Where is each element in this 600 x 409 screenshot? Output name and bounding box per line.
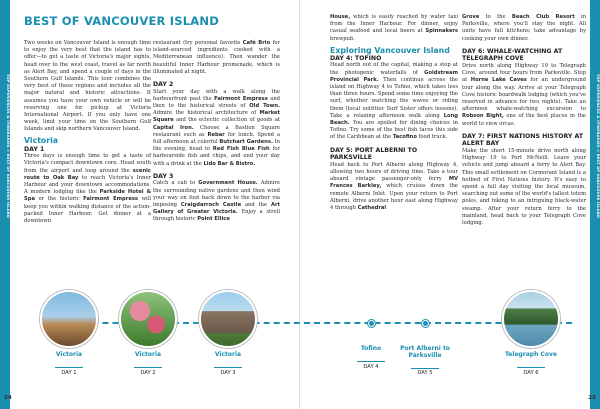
route-dot <box>422 320 429 327</box>
stop-place-label: Port Alberni to Parksville <box>400 345 450 359</box>
left-column-1 <box>24 40 151 226</box>
page-number: 24 <box>4 395 12 401</box>
route-dot <box>368 320 375 327</box>
stop-day-label: DAY 3 <box>214 367 242 376</box>
day-heading: DAY 5: PORT ALBERNI TO PARKSVILLE <box>330 146 418 162</box>
route-stop <box>113 290 183 378</box>
stop-place-label: Victoria <box>214 351 242 358</box>
day-heading: DAY 1 <box>24 145 45 153</box>
day-heading: DAY 2 <box>153 81 174 89</box>
day5-paragraph: Head back to Port Alberni along Highway 4, allowing two hours of driving time. Take a tour aboard vintage passenger-only ferry MV Frances Barkley, which cruises down the remote Alberni Inlet. Upon your return to Port Alberni, drive another hour east along Highway 4 through Cathedral <box>330 161 458 212</box>
day5-continued: Grove to the Beach Club Resort in Parksville, where you'll stay the night. All units have full kitchens; take advantage by cooking your own dinner. <box>462 14 587 42</box>
section-heading-exploring: Exploring Vancouver Island <box>330 45 450 55</box>
stop-day-label: DAY 5 <box>411 368 439 377</box>
stop-place-label: Victoria <box>134 351 162 358</box>
photo-craigdarroch-castle <box>199 290 257 348</box>
route-stop <box>193 290 263 378</box>
left-column-2 <box>153 40 280 225</box>
day-heading: DAY 4: TOFINO <box>330 54 382 62</box>
day1-paragraph: Three days is enough time to get a taste of Victoria's compact downtown core. Head south from the airport and loop around the scenic route to Oak Bay to reach Victoria's Inner Harbour and your downtown accommodations. A modern lodging like the Parkside Hotel & Spa or the historic Fairmont Empress will keep you within walking distance of the action-packed Inner Harbour. Get dinner at a downtown <box>24 153 151 225</box>
page-title: BEST OF VANCOUVER ISLAND <box>24 14 219 28</box>
day6-paragraph: Drive north along Highway 19 to Telegraph Cove, around four hours from Parksville. Stop at Horne Lake Caves for an underground tour along the way. Arrive at your Telegraph Cove historic boardwalk lodging (which you've reserved in advance for two nights). Take an afternoon whale-watching excursion to Robson Bight, one of the best places in the world to view orcas. <box>462 63 587 127</box>
day2-paragraph: Start your day with a walk along the harbourfront past the Fairmont Empress and then to the historical streets of Old Town. Admire the historical architecture of Market Square and the eclectic collection of goods at Capital Iron. Choose a Bastion Square restaurant such as Rebar for lunch. Spend a full afternoon at colorful Butchart Gardens. In the evening, head to Red Fish Blue Fish for harbourside fish and chips, and end your day with a drink at the Lido Bar & Bistro. <box>153 88 281 167</box>
day1-continued: restaurant (try personal favorite Café Brio for island-sourced ingredients cooked with a Mediterranean influence). Then wander the beautiful Inner Harbour promenade, which is illuminated at night. <box>153 40 280 75</box>
right-column-2 <box>462 14 586 228</box>
day3-continued: House, which is easily reached by water taxi from the Inner Harbour. For dinner, enjoy casual seafood and local beers at Spinnakers brewpub. <box>330 14 458 42</box>
stop-day-label: DAY 1 <box>55 367 83 376</box>
route-stop <box>496 290 566 378</box>
day-heading: DAY 7: FIRST NATIONS HISTORY AT ALERT BAY <box>462 132 584 148</box>
left-edge-label: TOP EXPERIENCES & ITINERARIES > BEST OF VANCOUVER ISLAND <box>6 73 10 218</box>
page-number: 25 <box>588 395 596 401</box>
day7-paragraph: Make the short 15-minute drive north along Highway 19 to Port McNeill. Leave your vehicle and jump aboard a ferry to Alert Bay. This small settlement on Cormorant Island is a hotbed of First Nations history. It's easy to spend a full day visiting the local museum, searching out some of the world's tallest totem poles, and hiking to an intriguing black-water swamp. After your return ferry to the mainland, head back to your Telegraph Cove lodging. <box>462 148 586 227</box>
day-heading: DAY 3 <box>153 172 174 180</box>
stop-day-label: DAY 6 <box>517 367 545 376</box>
route-stop <box>34 290 104 378</box>
right-column-1 <box>330 14 458 213</box>
day3-paragraph: Catch a cab to Government House. Admire the surrounding native gardens and then wind your way on foot back down to the harbor via imposing Craigdarroch Castle and the Art Gallery of Greater Victoria. Enjoy a stroll through historic Point Ellice <box>153 180 280 223</box>
photo-victoria-harbour <box>40 290 98 348</box>
day-heading: DAY 6: WHALE-WATCHING AT TELEGRAPH COVE <box>462 47 563 63</box>
stop-place-label: Victoria <box>55 351 83 358</box>
stop-place-label: Tofino <box>360 345 382 352</box>
route-stop <box>390 290 460 378</box>
stop-day-label: DAY 4 <box>357 361 385 370</box>
photo-telegraph-cove <box>502 290 560 348</box>
day4-paragraph: Head north out of the capital, making a stop at the photogenic waterfalls of Goldstream Provincial Park. Then continue across the island on Highway 4 to Tofino, which takes less than three hours. Spend some time enjoying the surf, whether watching the waves or riding them (local outfitter Surf Sister offers lessons). Take a relaxing afternoon walk along Long Beach. You are spoiled for dining choices in Tofino. Try some of the best fish tacos this side of the Caribbean at the Tacofino food truck. <box>330 62 459 141</box>
photo-butchart-gardens <box>119 290 177 348</box>
stop-place-label: Telegraph Cove <box>505 351 557 358</box>
stop-day-label: DAY 2 <box>134 367 162 376</box>
right-edge-label: TOP EXPERIENCES & ITINERARIES > BEST OF VANCOUVER ISLAND <box>596 73 600 218</box>
section-heading-victoria: Victoria <box>24 135 59 145</box>
itinerary-route-strip <box>0 290 600 377</box>
intro-paragraph: Two weeks on Vancouver Island is enough time to enjoy the very best that the island has to offer—to get a taste of Victoria's major sights, head over to the west coast, travel as far north as Alert Bay, and spend a couple of days in the Southern Gulf Islands. This tour combines the very best of these regions and includes all the major natural and historic attractions. It assumes you have your own vehicle or will be reserving one for pickup at Victoria International Airport. If you only have one week, limit your time on the Southern Gulf Islands and skip northern Vancouver Island. <box>24 40 151 133</box>
